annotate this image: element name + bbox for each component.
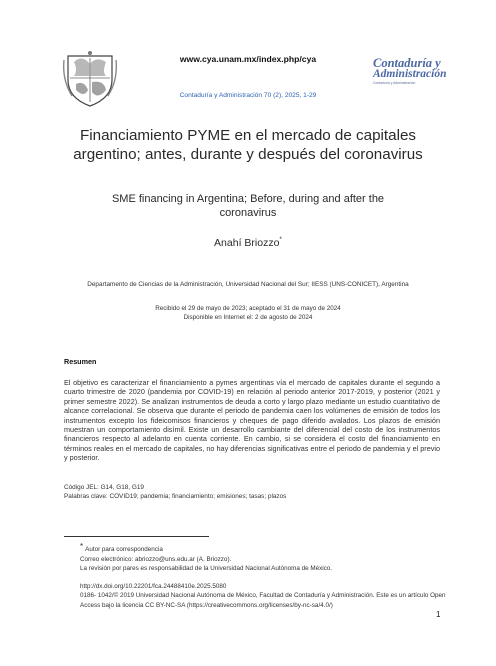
- article-title-es: Financiamiento PYME en el mercado de capitales argentino; antes, durante y después del coronavirus: [73, 127, 423, 163]
- keywords: Palabras clave: COVID19; pandemia; financiamiento; emisiones; tasas; plazos: [64, 493, 287, 501]
- footnote-mark: *: [80, 542, 84, 551]
- journal-citation: Contaduría y Administración 70 (2), 2025, 1-29: [179, 92, 317, 99]
- footnote-correspondence-text: Autor para correspondencia: [85, 546, 163, 553]
- author-name: Anahí Briozzo: [214, 237, 280, 249]
- author-footnote-mark[interactable]: *: [279, 236, 282, 243]
- author: [0, 236, 496, 249]
- journal-site-url[interactable]: www.cya.unam.mx/index.php/cya: [179, 54, 317, 64]
- doi-license-block: [80, 582, 450, 610]
- page-number: 1: [436, 610, 441, 619]
- abstract-meta: [64, 483, 286, 502]
- abstract-text: El objetivo es caracterizar el financiamiento a pymes argentinas vía el mercado de capitales durante el segundo a cuarto trimestre de 2020 (pandemia por COVID-19) en relación al periodo anterior 2017-2019, y posterior (2021 y primer semestre 2022). Se analizan instrumentos de deuda a corto y largo plazo mediante un estudio cuantitativo de alcance correlacional. Se observa que durante el periodo de pandemia caen los volúmenes de emisión de todos los instrumentos excepto los fideicomisos financieros y cheques de pago diferido avalados. Los plazos de emisión muestran un comportamiento disímil. Existe un desarrollo cambiante del diferencial del costo de los instrumentos financieros respecto al adelanto en cuenta corriente. En cambio, si se considera el costo del financiamiento en términos reales en el mercado de capitales, no hay diferencias significativas entre el periodo de pandemia y el previo y posterior.: [64, 378, 440, 463]
- abstract-heading: Resumen: [64, 357, 97, 366]
- jel-codes: Código JEL: G14, G18, G19: [64, 484, 144, 491]
- doi-link[interactable]: http://dx.doi.org/10.22201/fca.24488410e.2025.5080: [80, 583, 227, 590]
- footnote-review: La revisión por pares es responsabilidad de la Universidad Nacional Autónoma de México.: [80, 565, 333, 572]
- footnote-correspondence: [80, 542, 332, 555]
- online-date: Disponible en Internet el: 2 de agosto de 2024: [183, 313, 313, 321]
- journal-logo: [373, 58, 453, 85]
- received-date: Recibido el 29 de mayo de 2023; aceptado el 31 de mayo de 2024: [155, 305, 341, 312]
- footnote-divider: [64, 536, 209, 537]
- license-text: 0186- 1042/© 2019 Universidad Nacional Autónoma de México, Facultad de Contaduría y Administración. Este es un artículo Open Access bajo la licencia CC BY-NC-SA (https://creativecommons.org/licenses/by-nc-sa/4.0/): [80, 592, 446, 609]
- article-dates: [0, 305, 496, 322]
- affiliation: Departamento de Ciencias de la Administración, Universidad Nacional del Sur; IIESS (UNS-CONICET), Argentina: [87, 281, 409, 288]
- footnote-email[interactable]: Correo electrónico: abriozzo@uns.edu.ar (A. Briozzo).: [80, 555, 232, 563]
- article-title-en: SME financing in Argentina; Before, during and after the coronavirus: [111, 193, 385, 219]
- journal-logo-line1: Contaduría y: [373, 56, 441, 70]
- journal-logo-line2: Administración: [373, 68, 447, 80]
- footnote: [80, 542, 332, 574]
- journal-logo-tagline: Contaduría y Administración: [373, 81, 416, 85]
